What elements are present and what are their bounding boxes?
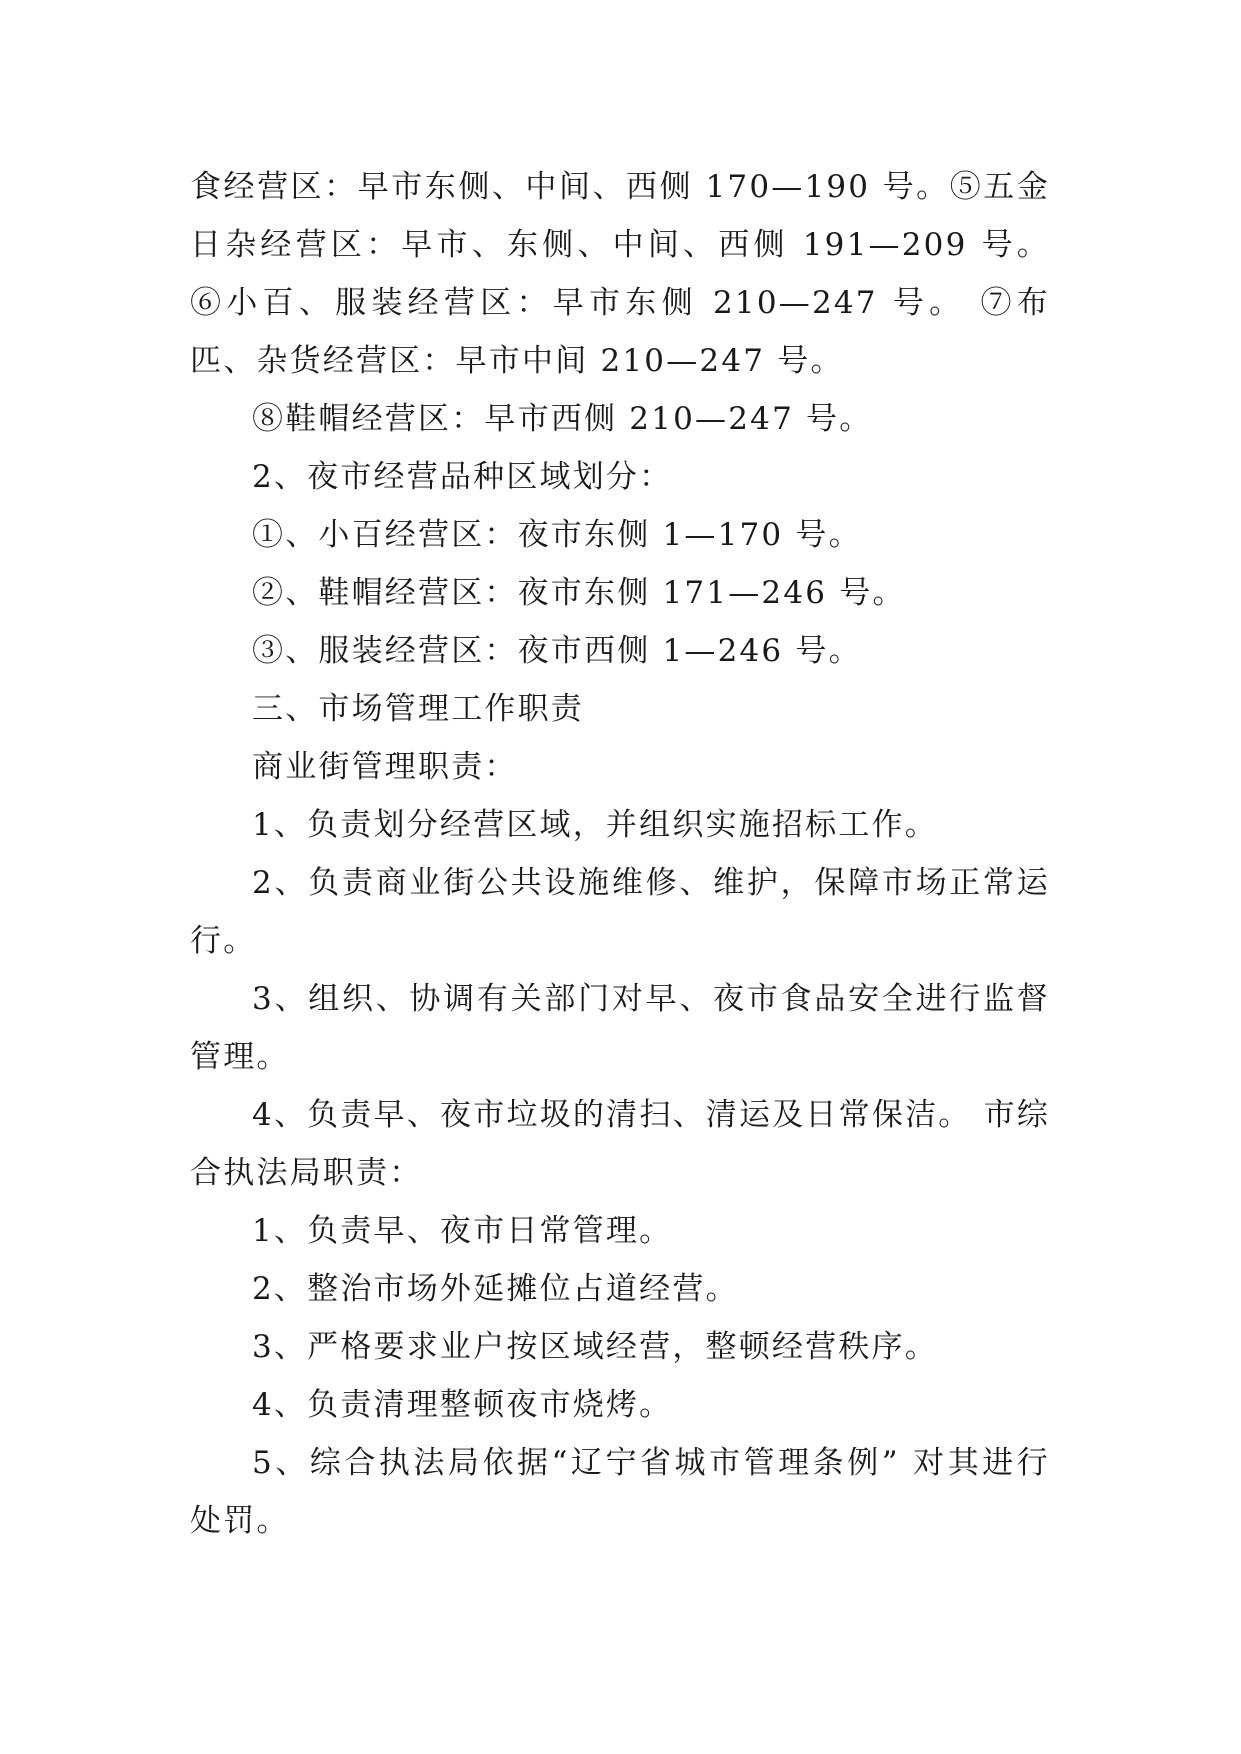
duty-item-3: 3、组织、协调有关部门对早、夜市食品安全进行监督管理。 [190,981,1050,1075]
duty-item-2: 2、负责商业街公共设施维修、维护，保障市场正常运行。 [190,865,1050,959]
enforcement-item-5: 5、综合执法局依据“辽宁省城市管理条例” 对其进行处罚。 [190,1445,1050,1539]
duty-item-4: 4、负责早、夜市垃圾的清扫、清运及日常保洁。 市综合执法局职责： [190,1097,1050,1191]
enforcement-item-1: 1、负责早、夜市日常管理。 [252,1213,673,1249]
duty-item-1: 1、负责划分经营区域，并组织实施招标工作。 [252,807,938,843]
subheading-commercial-street-duties: 商业街管理职责： [252,749,518,785]
enforcement-item-3: 3、严格要求业户按区域经营，整顿经营秩序。 [252,1329,938,1365]
paragraph-night-market-heading: 2、夜市经营品种区域划分： [252,459,673,495]
section-heading-duties: 三、市场管理工作职责 [252,691,584,727]
enforcement-item-4: 4、负责清理整顿夜市烧烤。 [252,1387,673,1423]
paragraph-night-small-goods-zone: ①、小百经营区：夜市东侧 1—170 号。 [252,517,862,553]
enforcement-item-2: 2、整治市场外延摊位占道经营。 [252,1271,739,1307]
paragraph-food-hardware-clothing-cloth-zones: 食经营区：早市东侧、中间、西侧 170—190 号。⑤五金日杂经营区：早市、东侧、中间、西侧 191—209 号。 ⑥小百、服装经营区：早市东侧 210—247 号。 ⑦布匹、杂货经营区：早市中间 210—247 号。 [190,169,1050,379]
paragraph-night-clothing-zone: ③、服装经营区：夜市西侧 1—246 号。 [252,633,862,669]
document-body [190,158,1050,1550]
paragraph-shoes-hats-zone: ⑧鞋帽经营区：早市西侧 210—247 号。 [252,401,873,437]
paragraph-night-shoes-hats-zone: ②、鞋帽经营区：夜市东侧 171—246 号。 [252,575,906,611]
